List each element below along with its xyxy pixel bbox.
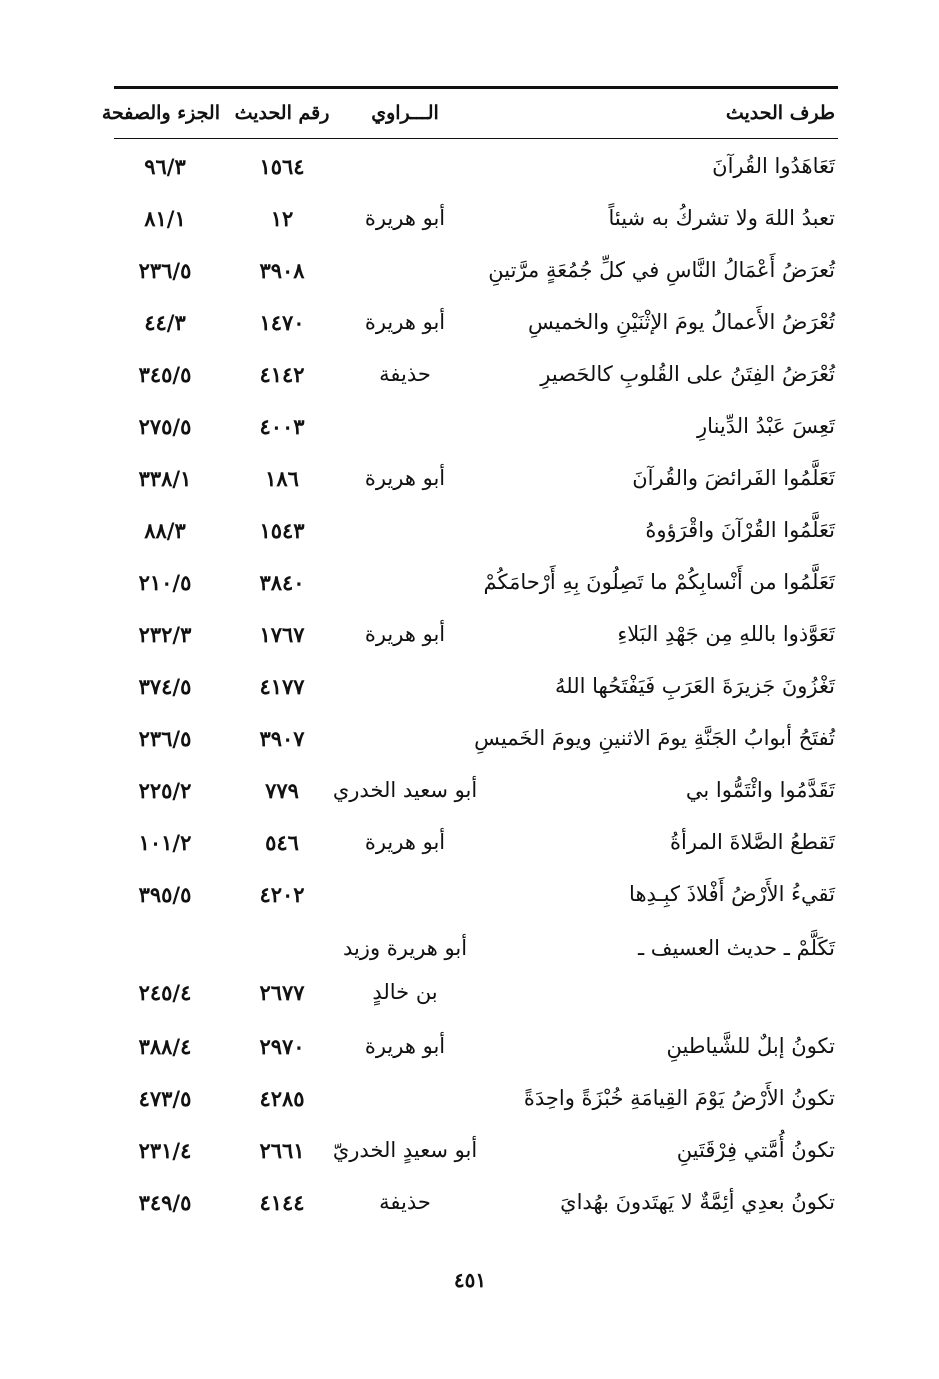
header-rule (114, 138, 838, 139)
table-row (0, 720, 939, 760)
table-row (0, 1080, 939, 1120)
table-row (0, 772, 939, 812)
narrator: أبو هريرة (364, 622, 446, 646)
table-row (0, 408, 939, 448)
narrator: أبو هريرة (364, 206, 446, 230)
part-page: ٣٤٩/٥ (138, 1190, 192, 1215)
hadith-number: ٣٩٠٨ (259, 258, 305, 283)
hadith-number: ١٤٧٠ (259, 310, 305, 335)
table-row (0, 974, 939, 1014)
narrator: أبو هريرة وزيد (342, 936, 468, 960)
table-row (0, 1132, 939, 1172)
hadith-text: تَعَاهَدُوا القُرآنَ (712, 154, 835, 178)
narrator: بن خالدٍ (372, 980, 438, 1004)
narrator: حذيفة (379, 362, 431, 386)
table-row (0, 668, 939, 708)
hadith-number: ٤١٧٧ (259, 674, 305, 699)
hadith-number: ٤١٤٤ (259, 1190, 305, 1215)
header-hadith: طرف الحديث (725, 102, 835, 124)
header-number: رقم الحديث (234, 102, 330, 124)
part-page: ٩٦/٣ (144, 154, 186, 179)
part-page: ٣٩٥/٥ (138, 882, 192, 907)
hadith-text: تَغْزُونَ جَزيرَةَ العَرَبِ فَيَفْتَحُها اللهُ (555, 674, 835, 698)
part-page: ٤٧٣/٥ (138, 1086, 192, 1111)
part-page: ٢٢٥/٢ (138, 778, 192, 803)
part-page: ٢٧٥/٥ (138, 414, 192, 439)
part-page: ٣٧٤/٥ (138, 674, 192, 699)
part-page: ١٠١/٢ (138, 830, 192, 855)
hadith-text: تَكَلَّمْ ـ حديث العسيف ـ (637, 936, 835, 960)
hadith-text: تَقَدَّمُوا وائْتَمُّوا بي (685, 778, 835, 802)
part-page: ٢١٠/٥ (138, 570, 192, 595)
narrator: أبو هريرة (364, 466, 446, 490)
hadith-number: ١٧٦٧ (259, 622, 305, 647)
narrator: أبو سعيد الخدري (332, 778, 478, 802)
hadith-text: تَعَلَّمُوا القُرْآنَ واقْرَؤوهُ (645, 518, 835, 542)
hadith-text: تَعَلَّمُوا الفَرائضَ والقُرآنَ (632, 466, 835, 490)
table-row (0, 1184, 939, 1224)
narrator: أبو هريرة (364, 310, 446, 334)
hadith-number: ١٨٦ (265, 466, 299, 491)
part-page: ٢٣٦/٥ (138, 258, 192, 283)
part-page: ٢٣٢/٣ (138, 622, 192, 647)
table-header (0, 98, 939, 134)
table-row (0, 304, 939, 344)
part-page: ٢٣١/٤ (138, 1138, 192, 1163)
hadith-text: تكونُ الأَرْضُ يَوْمَ القِيامَةِ خُبْزَةً واحِدَةً (523, 1086, 835, 1110)
table-row (0, 148, 939, 188)
page-number: ٤٥١ (453, 1268, 487, 1292)
hadith-number: ٣٨٤٠ (259, 570, 305, 595)
hadith-number: ٧٧٩ (265, 778, 299, 803)
hadith-text: تكونُ إبلٌ للشَّياطينِ (666, 1034, 835, 1058)
hadith-number: ٤٠٠٣ (259, 414, 305, 439)
top-rule (114, 86, 838, 89)
table-row (0, 512, 939, 552)
hadith-number: ٤١٤٢ (259, 362, 305, 387)
hadith-number: ١٥٦٤ (259, 154, 305, 179)
hadith-number: ١٢ (270, 206, 294, 231)
hadith-number: ٢٦٧٧ (259, 980, 305, 1005)
table-row (0, 252, 939, 292)
part-page: ٢٣٦/٥ (138, 726, 192, 751)
hadith-number: ٢٦٦١ (259, 1138, 305, 1163)
table-row (0, 564, 939, 604)
hadith-text: تكونُ بعدِي أئِمَّةٌ لا يَهتَدونَ بهُدايَ (560, 1190, 835, 1214)
part-page: ٨١/١ (144, 206, 186, 231)
part-page: ٣٤٥/٥ (138, 362, 192, 387)
table-row (0, 930, 939, 970)
hadith-text: تكونُ أُمَّتي فِرْقَتَينِ (676, 1138, 835, 1162)
hadith-text: تَعَلَّمُوا من أَنْسابِكُمْ ما تَصِلُونَ بِهِ أَرْحامَكُمْ (483, 570, 835, 594)
hadith-text: تَقيءُ الأَرْضُ أَفْلاذَ كبِـدِها (629, 882, 835, 906)
hadith-number: ٣٩٠٧ (259, 726, 305, 751)
table-row (0, 356, 939, 396)
hadith-text: تَقطعُ الصَّلاةَ المرأةُ (670, 830, 835, 854)
hadith-text: تُعْرَضُ الفِتَنُ على القُلوبِ كالحَصيرِ (540, 362, 835, 386)
part-page: ٢٤٥/٤ (138, 980, 192, 1005)
part-page: ٤٤/٣ (144, 310, 186, 335)
narrator: حذيفة (379, 1190, 431, 1214)
narrator: أبو هريرة (364, 1034, 446, 1058)
hadith-number: ٤٢٨٥ (259, 1086, 305, 1111)
narrator: أبو هريرة (364, 830, 446, 854)
hadith-text: تَعَوَّذوا باللهِ مِن جَهْدِ البَلاءِ (617, 622, 835, 646)
table-row (0, 876, 939, 916)
table-row (0, 200, 939, 240)
hadith-text: تُفتَحُ أبوابُ الجَنَّةِ يومَ الاثنينِ ويومَ الخَميسِ (474, 726, 835, 750)
hadith-text: تُعْرَضُ الأَعمالُ يومَ الإثْنَيْنِ والخميسِ (528, 310, 835, 334)
part-page: ٣٣٨/١ (138, 466, 192, 491)
header-part-page: الجزء والصفحة (101, 102, 220, 124)
narrator: أبو سعيدٍ الخدريّ (332, 1138, 478, 1162)
hadith-number: ٤٢٠٢ (259, 882, 305, 907)
hadith-text: تَعِسَ عَبْدُ الدِّينارِ (697, 414, 835, 438)
table-row (0, 616, 939, 656)
hadith-number: ٢٩٧٠ (259, 1034, 305, 1059)
table-row (0, 1028, 939, 1068)
hadith-number: ٥٤٦ (265, 830, 299, 855)
header-rawi: الـــراوي (371, 102, 439, 124)
table-row (0, 460, 939, 500)
hadith-text: تُعرَضُ أَعْمَالُ النَّاسِ في كلِّ جُمُعَةٍ مرَّتينِ (488, 258, 835, 282)
part-page: ٣٨٨/٤ (138, 1034, 192, 1059)
hadith-number: ١٥٤٣ (259, 518, 305, 543)
table-row (0, 824, 939, 864)
hadith-text: تعبدُ اللهَ ولا تشركُ به شيئاً (608, 206, 835, 230)
part-page: ٨٨/٣ (144, 518, 186, 543)
